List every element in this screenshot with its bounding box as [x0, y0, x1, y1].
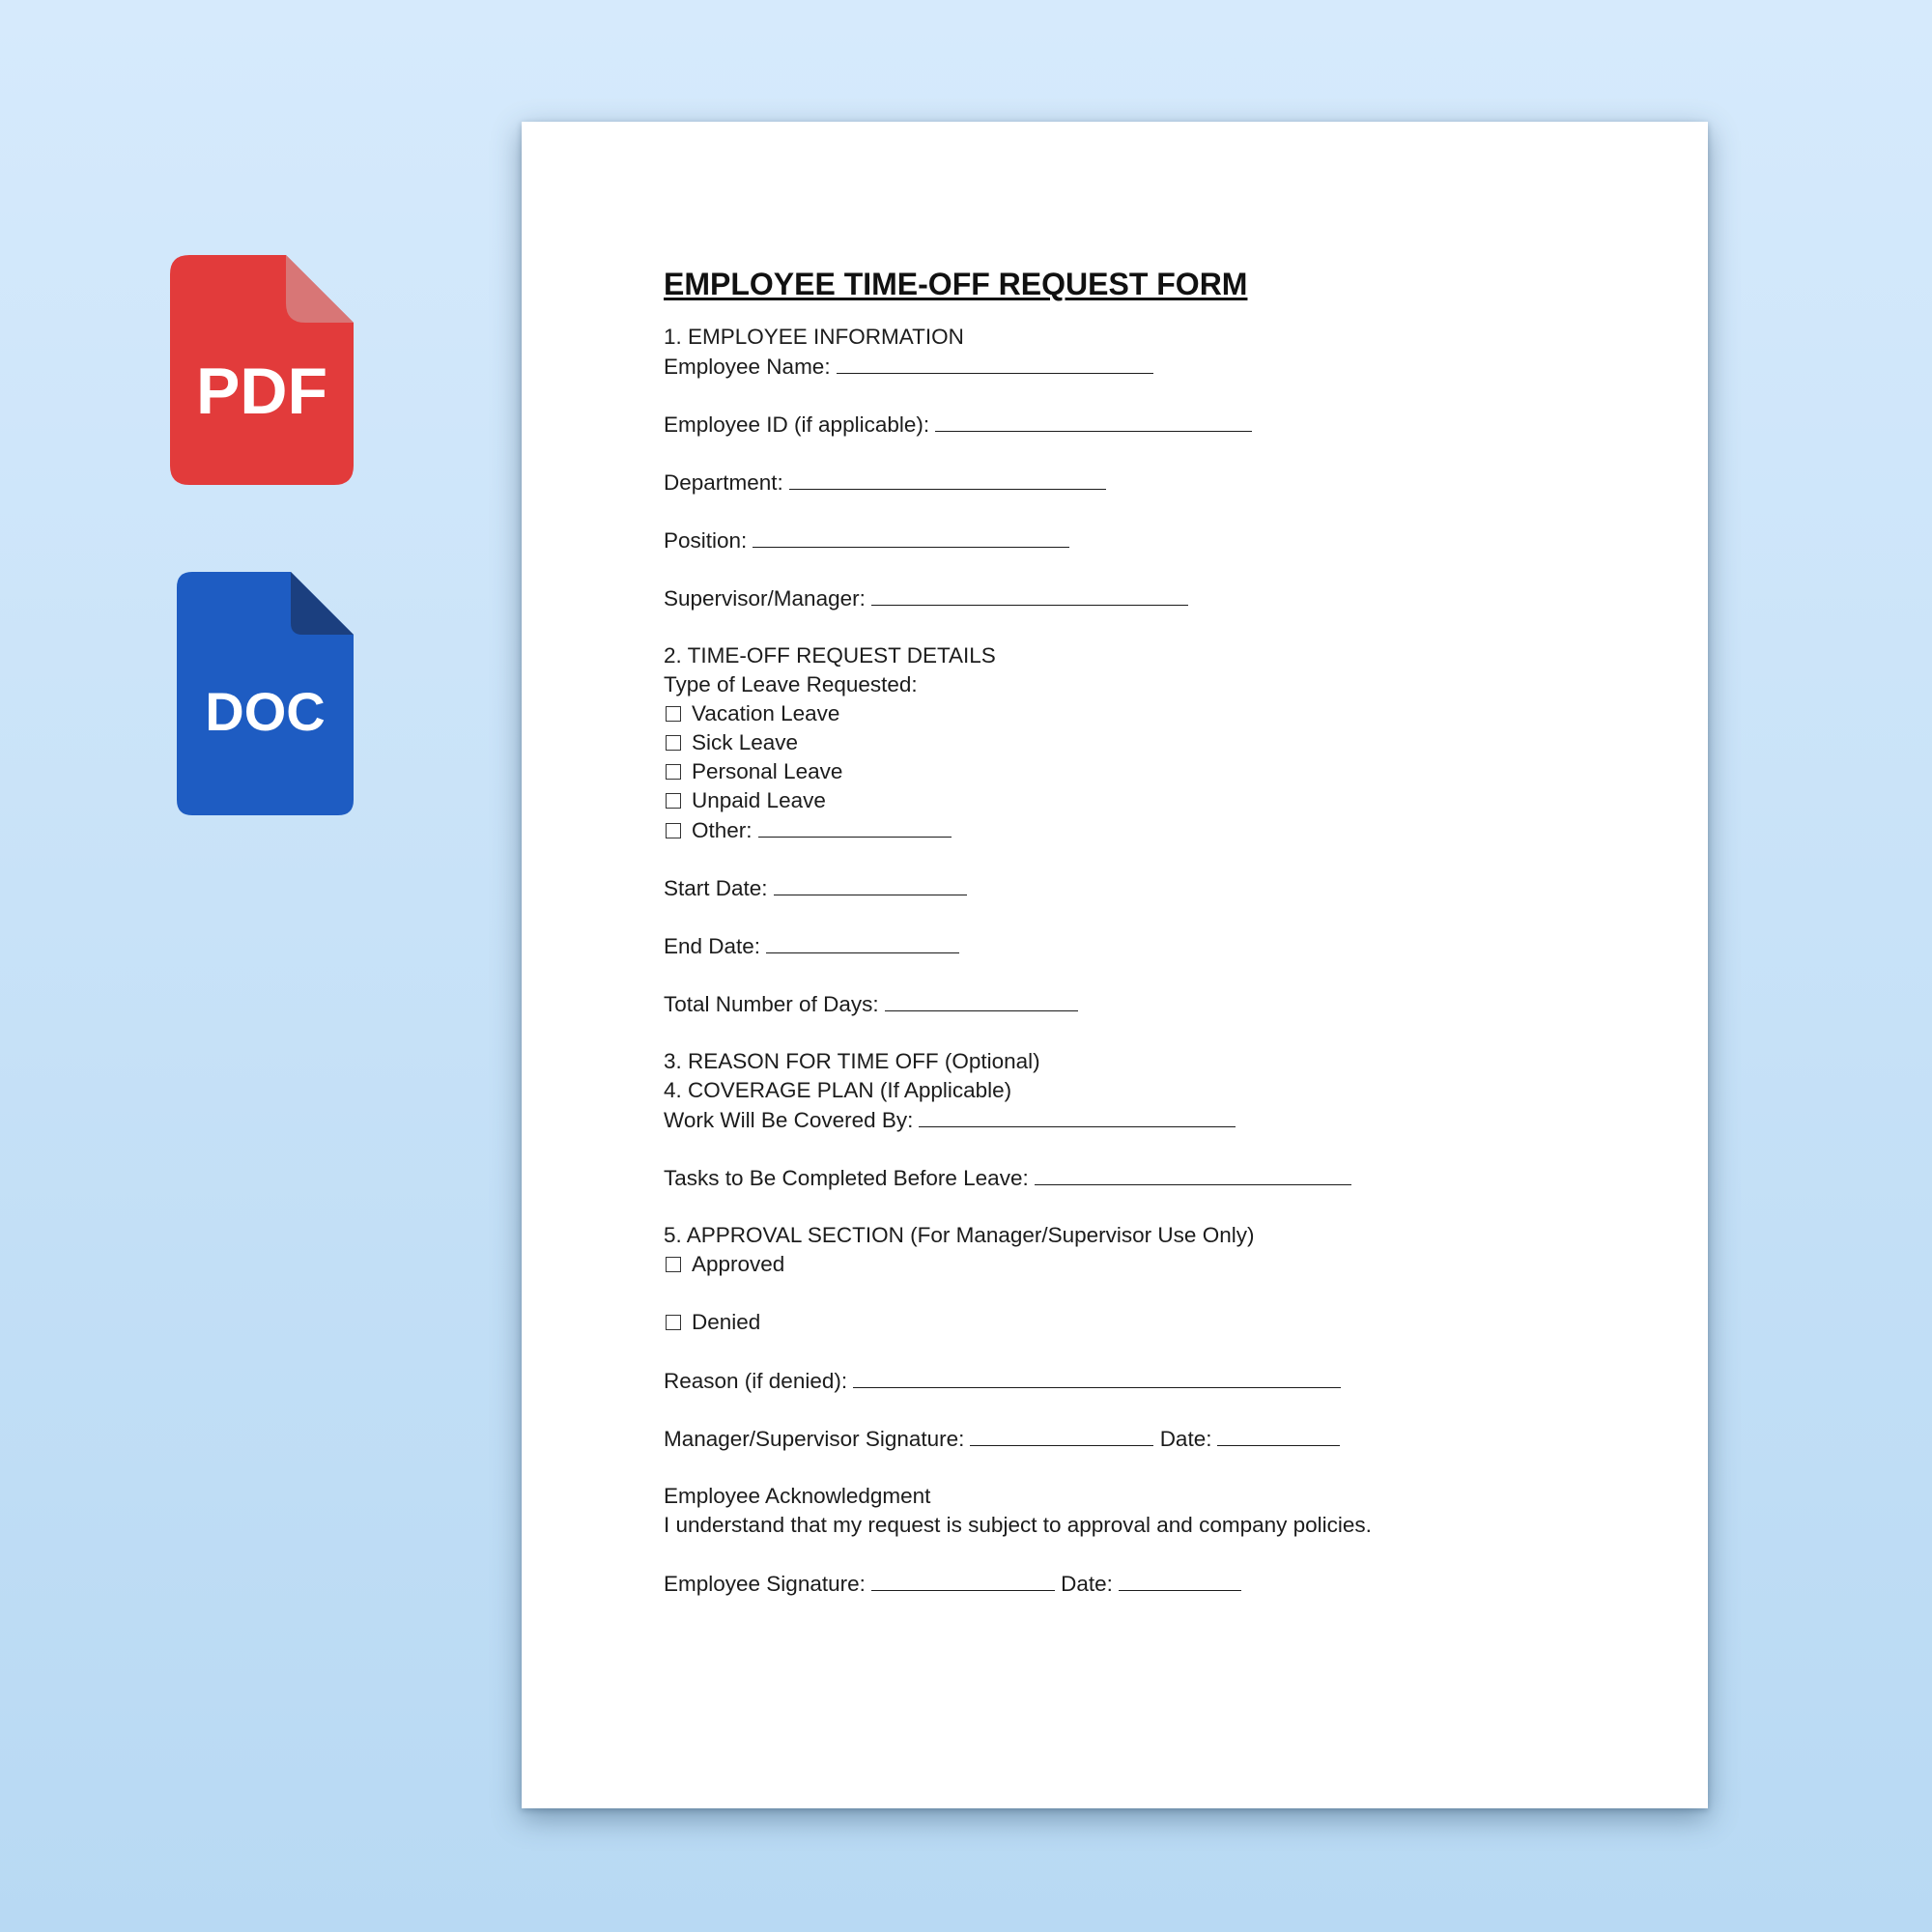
- vacation-checkbox[interactable]: [666, 706, 681, 722]
- acknowledgment-statement: I understand that my request is subject to approval and company policies.: [664, 1513, 1372, 1537]
- document-page: [522, 122, 1708, 1808]
- total-days-field[interactable]: [885, 989, 1078, 1011]
- employee-name-row: [664, 352, 1639, 381]
- department-field[interactable]: [789, 468, 1106, 490]
- total-days-row: [664, 989, 1639, 1018]
- other-field[interactable]: [758, 815, 952, 838]
- supervisor-row: [664, 583, 1639, 612]
- doc-file-icon[interactable]: [177, 572, 354, 815]
- end-date-label: End Date:: [664, 934, 761, 958]
- leave-option-vacation[interactable]: [664, 699, 1639, 728]
- approved-option[interactable]: [664, 1250, 1639, 1279]
- doc-label: DOC: [205, 681, 326, 742]
- covered-by-label: Work Will Be Covered By:: [664, 1108, 914, 1132]
- approved-label: Approved: [692, 1252, 785, 1276]
- reason-denied-label: Reason (if denied):: [664, 1369, 848, 1393]
- personal-label: Personal Leave: [692, 759, 843, 783]
- section1-heading: 1. EMPLOYEE INFORMATION: [664, 325, 964, 349]
- position-row: [664, 526, 1639, 554]
- section2-heading: 2. TIME-OFF REQUEST DETAILS: [664, 643, 996, 668]
- end-date-row: [664, 931, 1639, 960]
- denied-option[interactable]: [664, 1308, 1639, 1337]
- other-checkbox[interactable]: [666, 823, 681, 838]
- start-date-label: Start Date:: [664, 876, 768, 900]
- reason-denied-field[interactable]: [853, 1366, 1341, 1388]
- approved-checkbox[interactable]: [666, 1257, 681, 1272]
- leave-option-sick[interactable]: [664, 728, 1639, 757]
- sick-label: Sick Leave: [692, 730, 799, 754]
- leave-option-unpaid[interactable]: [664, 786, 1639, 815]
- tasks-row: [664, 1163, 1639, 1192]
- position-field[interactable]: [753, 526, 1069, 548]
- employee-id-label: Employee ID (if applicable):: [664, 412, 930, 437]
- time-off-request-form: [664, 265, 1639, 1598]
- denied-label: Denied: [692, 1310, 761, 1334]
- vacation-label: Vacation Leave: [692, 701, 840, 725]
- pdf-label: PDF: [196, 355, 327, 428]
- section3-heading: 3. REASON FOR TIME OFF (Optional): [664, 1049, 1040, 1073]
- position-label: Position:: [664, 528, 748, 553]
- manager-date-label: Date:: [1159, 1427, 1212, 1451]
- employee-signature-field[interactable]: [871, 1569, 1055, 1591]
- end-date-field[interactable]: [766, 931, 959, 953]
- personal-checkbox[interactable]: [666, 764, 681, 780]
- employee-name-label: Employee Name:: [664, 355, 831, 379]
- employee-date-label: Date:: [1061, 1572, 1113, 1596]
- denied-checkbox[interactable]: [666, 1315, 681, 1330]
- leave-type-label: Type of Leave Requested:: [664, 672, 918, 696]
- employee-id-field[interactable]: [935, 410, 1252, 432]
- supervisor-label: Supervisor/Manager:: [664, 586, 866, 611]
- employee-signature-label: Employee Signature:: [664, 1572, 866, 1596]
- leave-option-personal[interactable]: [664, 757, 1639, 786]
- tasks-field[interactable]: [1035, 1163, 1351, 1185]
- employee-name-field[interactable]: [837, 352, 1153, 374]
- employee-date-field[interactable]: [1119, 1569, 1241, 1591]
- total-days-label: Total Number of Days:: [664, 992, 879, 1016]
- covered-by-row: [664, 1105, 1639, 1134]
- manager-date-field[interactable]: [1217, 1424, 1340, 1446]
- unpaid-checkbox[interactable]: [666, 793, 681, 809]
- employee-id-row: [664, 410, 1639, 439]
- acknowledgment-heading: Employee Acknowledgment: [664, 1484, 931, 1508]
- other-label: Other:: [692, 818, 753, 842]
- leave-option-other[interactable]: [664, 815, 1639, 844]
- manager-signature-field[interactable]: [970, 1424, 1153, 1446]
- department-row: [664, 468, 1639, 497]
- start-date-field[interactable]: [774, 873, 967, 895]
- tasks-label: Tasks to Be Completed Before Leave:: [664, 1166, 1029, 1190]
- unpaid-label: Unpaid Leave: [692, 788, 826, 812]
- form-title: EMPLOYEE TIME-OFF REQUEST FORM: [664, 267, 1248, 301]
- section5-heading: 5. APPROVAL SECTION (For Manager/Supervisor Use Only): [664, 1223, 1255, 1247]
- start-date-row: [664, 873, 1639, 902]
- pdf-file-icon[interactable]: [170, 255, 354, 485]
- department-label: Department:: [664, 470, 783, 495]
- supervisor-field[interactable]: [871, 583, 1188, 606]
- reason-denied-row: [664, 1366, 1639, 1395]
- sick-checkbox[interactable]: [666, 735, 681, 751]
- employee-signature-row: [664, 1569, 1639, 1598]
- manager-signature-row: [664, 1424, 1639, 1453]
- covered-by-field[interactable]: [919, 1105, 1236, 1127]
- section4-heading: 4. COVERAGE PLAN (If Applicable): [664, 1078, 1012, 1102]
- manager-signature-label: Manager/Supervisor Signature:: [664, 1427, 965, 1451]
